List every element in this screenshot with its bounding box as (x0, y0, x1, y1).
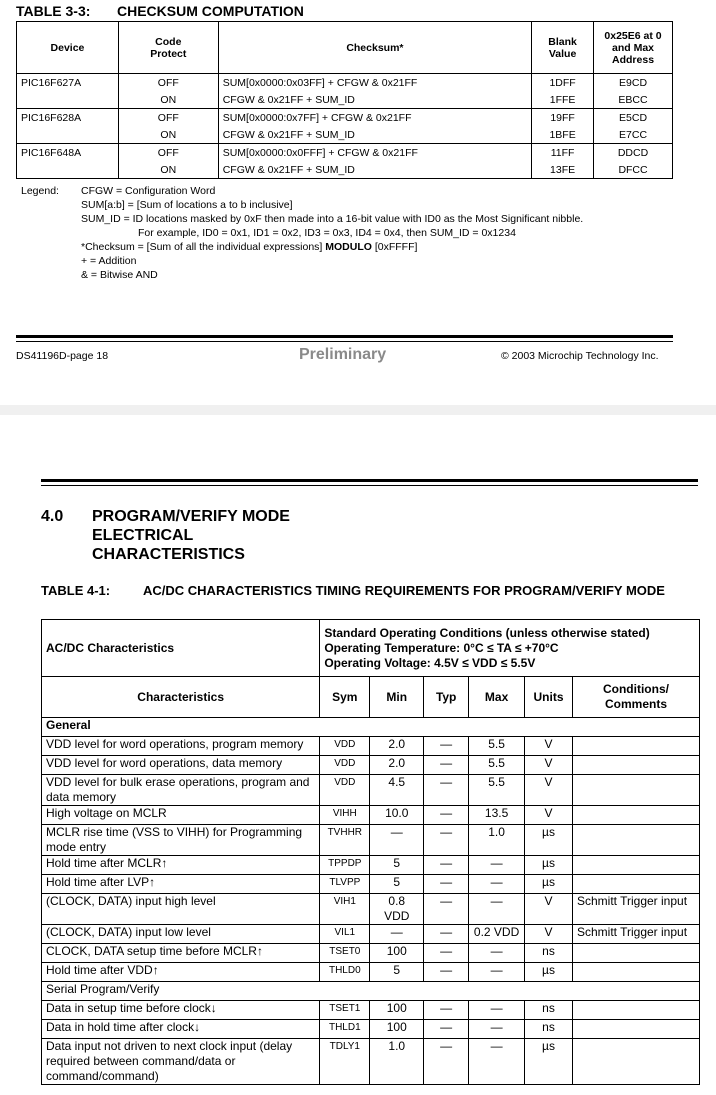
page-gap (0, 405, 716, 415)
checksum-cell-checksum: SUM[0x0000:0x7FF] + CFGW & 0x21FF (218, 109, 531, 127)
cell-units: V (525, 806, 573, 825)
cell-max: 5.5 (469, 775, 525, 806)
legend-line: For example, ID0 = 0x1, ID1 = 0x2, ID3 = 0x3, ID4 = 0x4, then SUM_ID = 0x1234 (138, 227, 516, 239)
checksum-cell-max: E7CC (594, 126, 673, 144)
cell-typ: — (424, 806, 469, 825)
checksum-cell-max: EBCC (594, 91, 673, 109)
cell-char: VDD level for word operations, program memory (42, 737, 320, 756)
preliminary-label: Preliminary (299, 346, 387, 363)
checksum-cell-device (17, 126, 119, 144)
cell-units: µs (525, 963, 573, 982)
checksum-cell-device: PIC16F627A (17, 74, 119, 92)
header-rule-thin (41, 485, 698, 486)
cell-char: (CLOCK, DATA) input low level (42, 925, 320, 944)
cell-cond (572, 1039, 699, 1085)
cell-min: 100 (370, 944, 424, 963)
cell-char: Hold time after VDD↑ (42, 963, 320, 982)
cell-units: ns (525, 1001, 573, 1020)
checksum-cell-checksum: SUM[0x0000:0x03FF] + CFGW & 0x21FF (218, 74, 531, 92)
cell-cond (572, 963, 699, 982)
checksum-cell-max: E5CD (594, 109, 673, 127)
col-units: Units (525, 677, 573, 718)
cell-char: VDD level for bulk erase operations, program and data memory (42, 775, 320, 806)
table-row (42, 894, 700, 925)
cell-cond (572, 775, 699, 806)
copyright: © 2003 Microchip Technology Inc. (501, 350, 659, 362)
cell-char: (CLOCK, DATA) input high level (42, 894, 320, 925)
checksum-cell-blank: 1BFE (532, 126, 594, 144)
checksum-cell-protect: OFF (118, 109, 218, 127)
cell-units: ns (525, 944, 573, 963)
cell-max: — (469, 856, 525, 875)
table-row (42, 825, 700, 856)
col-sym: Sym (320, 677, 370, 718)
group-label: Serial Program/Verify (42, 982, 700, 1001)
cell-min: — (370, 825, 424, 856)
table-row (42, 856, 700, 875)
cell-cond: Schmitt Trigger input (572, 894, 699, 925)
cell-sym: TLVPP (320, 875, 370, 894)
cell-char: CLOCK, DATA setup time before MCLR↑ (42, 944, 320, 963)
cell-cond (572, 944, 699, 963)
cell-min: 1.0 (370, 1039, 424, 1085)
cell-units: V (525, 737, 573, 756)
acdc-header-columns (42, 677, 700, 718)
cell-typ: — (424, 963, 469, 982)
table-group-row (42, 718, 700, 737)
cell-units: V (525, 775, 573, 806)
checksum-cell-protect: ON (118, 91, 218, 109)
acdc-label: AC/DC Characteristics (42, 620, 320, 677)
legend-line: *Checksum = [Sum of all the individual expressions] MODULO [0xFFFF] (81, 241, 418, 253)
cell-typ: — (424, 1001, 469, 1020)
footer-rule-thick (16, 335, 673, 338)
header-max-address: 0x25E6 at 0 and Max Address (594, 22, 673, 74)
table-row (42, 1039, 700, 1085)
header-blank-value: Blank Value (532, 22, 594, 74)
col-typ: Typ (424, 677, 469, 718)
legend-line: SUM_ID = ID locations masked by 0xF then made into a 16-bit value with ID0 as the Most Significant nibble. (81, 213, 584, 225)
cell-max: — (469, 875, 525, 894)
cell-units: µs (525, 825, 573, 856)
legend-line: CFGW = Configuration Word (81, 185, 216, 197)
checksum-cell-checksum: SUM[0x0000:0x0FFF] + CFGW & 0x21FF (218, 144, 531, 162)
cell-typ: — (424, 756, 469, 775)
cell-sym: VIHH (320, 806, 370, 825)
cell-min: 5 (370, 856, 424, 875)
page-number: DS41196D-page 18 (16, 350, 109, 362)
cell-min: 5 (370, 875, 424, 894)
cell-sym: VDD (320, 756, 370, 775)
legend-line: + = Addition (81, 255, 137, 267)
group-label: General (42, 718, 700, 737)
table-row (42, 775, 700, 806)
cell-typ: — (424, 825, 469, 856)
checksum-cell-device: PIC16F628A (17, 109, 119, 127)
table-group-row (42, 982, 700, 1001)
table-row (42, 875, 700, 894)
page-top: TABLE 3-3: CHECKSUM COMPUTATION Device Code Protect Checksum* Blank Value 0x25E6 at 0 and Max Address PIC16F627A OFF SUM[0x0000:0x03FF] + CFGW & 0x21FF 1DFF E9CD ON CFGW & 0x21FF + SUM_ID 1FFE EBCC PIC16F628A OFF SUM[0x0000:0x7FF] + CFGW & 0x21FF 19FF E5CD ON CFGW & 0x21FF + SUM_ID 1BFE E7CC PIC16F648A OFF SUM[0x0000:0x0FFF] + CFGW & 0x21FF 11FF DDCD ON CFGW & 0x21FF + SUM_ID 13FE DFCC Legend: CFGW = Configuration Word SUM[a:b] = [Sum of locations a to b inclusive] SUM_ID = ID locations masked by 0xF then made into a 16-bit value with ID0 as the Most Significant nibble. For example, ID0 = 0x1, ID1 = 0x2, ID3 = 0x3, ID4 = 0x4, then SUM_ID = 0x1234 *Checksum = [Sum of all the individual expressions] MODULO [0xFFFF] + = Addition & = Bitwise AND DS41196D-page 18 Preliminary © 2003 Microchip Technology Inc. (0, 0, 716, 405)
cell-char: Data input not driven to next clock input (delay required between command/data or command/command) (42, 1039, 320, 1085)
cell-units: µs (525, 875, 573, 894)
cell-min: 2.0 (370, 737, 424, 756)
cell-max: — (469, 963, 525, 982)
legend-line: & = Bitwise AND (81, 269, 158, 281)
checksum-row (17, 144, 673, 162)
cell-max: 13.5 (469, 806, 525, 825)
checksum-cell-blank: 13FE (532, 161, 594, 179)
cell-max: — (469, 944, 525, 963)
cell-typ: — (424, 894, 469, 925)
checksum-cell-device (17, 91, 119, 109)
checksum-row (17, 109, 673, 127)
cell-typ: — (424, 875, 469, 894)
cell-units: µs (525, 1039, 573, 1085)
cell-sym: TSET1 (320, 1001, 370, 1020)
checksum-table (16, 21, 673, 179)
cell-min: 100 (370, 1020, 424, 1039)
checksum-cell-protect: ON (118, 126, 218, 144)
cell-char: Data in hold time after clock↓ (42, 1020, 320, 1039)
page-bottom: 4.0 PROGRAM/VERIFY MODE ELECTRICAL CHARACTERISTICS TABLE 4-1: AC/DC CHARACTERISTICS TIMING REQUIREMENTS FOR PROGRAM/VERIFY MODE AC/DC Characteristics Standard Operating Conditions (unless otherwise stated) Operating Temperature: 0°C ≤ TA ≤ +70°C Operating Voltage: 4.5V ≤ VDD ≤ 5.5V Characteristics Sym Min Typ Max Units Conditions/ Comments General VDD level for word operations, program memory VDD 2.0 — 5.5 V VDD level for word operations, data memory VDD 2.0 — 5.5 V VDD level for bulk erase operations, program and data memory VDD 4.5 — 5.5 V High voltage on MCLR VIHH 10.0 — 13.5 V MCLR rise time (VSS to VIHH) for Programming mode entry TVHHR — — 1.0 µs Hold time after MCLR↑ TPPDP 5 — — µs Hold time after LVP↑ TLVPP 5 — — µs (CLOCK, DATA) input high level VIH1 0.8 VDD — — V Schmitt Trigger input (CLOCK, DATA) input low level VIL1 — — 0.2 VDD V Schmitt Trigger input CLOCK, DATA setup time before MCLR↑ TSET0 100 — — ns Hold time after VDD↑ THLD0 5 — — µs Serial Program/Verify Data in setup time before clock↓ TSET1 100 — — ns Data in hold time after clock↓ THLD1 100 — — ns Data input not driven to next clock input (delay required between command/data or command/command) TDLY1 1.0 — — µs (0, 415, 716, 1095)
checksum-row (17, 126, 673, 144)
col-max: Max (469, 677, 525, 718)
checksum-cell-checksum: CFGW & 0x21FF + SUM_ID (218, 161, 531, 179)
cell-sym: THLD1 (320, 1020, 370, 1039)
checksum-cell-blank: 1FFE (532, 91, 594, 109)
cell-units: µs (525, 856, 573, 875)
checksum-cell-device (17, 161, 119, 179)
cell-char: Hold time after MCLR↑ (42, 856, 320, 875)
checksum-cell-blank: 11FF (532, 144, 594, 162)
cell-typ: — (424, 1039, 469, 1085)
cell-char: High voltage on MCLR (42, 806, 320, 825)
footer-rule-thin (16, 341, 673, 342)
cell-units: ns (525, 1020, 573, 1039)
cell-min: — (370, 925, 424, 944)
checksum-cell-max: DFCC (594, 161, 673, 179)
table-row (42, 806, 700, 825)
col-min: Min (370, 677, 424, 718)
cell-typ: — (424, 925, 469, 944)
table-row (42, 944, 700, 963)
cell-units: V (525, 925, 573, 944)
checksum-table-header (17, 22, 673, 74)
cell-max: — (469, 1020, 525, 1039)
cell-sym: VDD (320, 737, 370, 756)
cell-sym: VIL1 (320, 925, 370, 944)
cell-cond (572, 756, 699, 775)
cell-max: 1.0 (469, 825, 525, 856)
cell-sym: TDLY1 (320, 1039, 370, 1085)
cell-cond (572, 737, 699, 756)
checksum-cell-protect: OFF (118, 144, 218, 162)
table-3-3-title: TABLE 3-3: CHECKSUM COMPUTATION (16, 3, 304, 19)
table-row (42, 737, 700, 756)
cell-sym: VIH1 (320, 894, 370, 925)
cell-cond (572, 856, 699, 875)
checksum-cell-protect: ON (118, 161, 218, 179)
header-rule-thick (41, 479, 698, 482)
table-row (42, 1020, 700, 1039)
checksum-cell-protect: OFF (118, 74, 218, 92)
cell-cond (572, 806, 699, 825)
cell-cond (572, 875, 699, 894)
cell-typ: — (424, 737, 469, 756)
cell-sym: VDD (320, 775, 370, 806)
cell-sym: TVHHR (320, 825, 370, 856)
checksum-cell-checksum: CFGW & 0x21FF + SUM_ID (218, 126, 531, 144)
cell-typ: — (424, 1020, 469, 1039)
col-characteristics: Characteristics (42, 677, 320, 718)
legend-line: SUM[a:b] = [Sum of locations a to b inclusive] (81, 199, 293, 211)
cell-char: Hold time after LVP↑ (42, 875, 320, 894)
checksum-cell-blank: 1DFF (532, 74, 594, 92)
checksum-cell-max: DDCD (594, 144, 673, 162)
cell-max: 0.2 VDD (469, 925, 525, 944)
table-row (42, 756, 700, 775)
header-code-protect: Code Protect (118, 22, 218, 74)
cell-min: 10.0 (370, 806, 424, 825)
cell-sym: TSET0 (320, 944, 370, 963)
checksum-cell-max: E9CD (594, 74, 673, 92)
cell-units: V (525, 894, 573, 925)
cell-max: 5.5 (469, 737, 525, 756)
checksum-cell-checksum: CFGW & 0x21FF + SUM_ID (218, 91, 531, 109)
cell-sym: TPPDP (320, 856, 370, 875)
cell-units: V (525, 756, 573, 775)
col-conditions: Conditions/ Comments (572, 677, 699, 718)
header-checksum: Checksum* (218, 22, 531, 74)
acdc-table (41, 619, 700, 1085)
cell-min: 2.0 (370, 756, 424, 775)
cell-cond (572, 825, 699, 856)
cell-max: 5.5 (469, 756, 525, 775)
cell-typ: — (424, 944, 469, 963)
cell-char: MCLR rise time (VSS to VIHH) for Programming mode entry (42, 825, 320, 856)
cell-min: 4.5 (370, 775, 424, 806)
table-row (42, 1001, 700, 1020)
cell-min: 5 (370, 963, 424, 982)
cell-max: — (469, 894, 525, 925)
cell-char: Data in setup time before clock↓ (42, 1001, 320, 1020)
cell-cond (572, 1020, 699, 1039)
checksum-row (17, 74, 673, 92)
acdc-header-conditions (42, 620, 700, 677)
checksum-cell-blank: 19FF (532, 109, 594, 127)
cell-max: — (469, 1001, 525, 1020)
cell-char: VDD level for word operations, data memory (42, 756, 320, 775)
checksum-row (17, 161, 673, 179)
cell-typ: — (424, 775, 469, 806)
table-row (42, 925, 700, 944)
table-row (42, 963, 700, 982)
cell-min: 100 (370, 1001, 424, 1020)
cell-cond: Schmitt Trigger input (572, 925, 699, 944)
checksum-row (17, 91, 673, 109)
cell-sym: THLD0 (320, 963, 370, 982)
operating-conditions: Standard Operating Conditions (unless otherwise stated) Operating Temperature: 0°C ≤ TA ≤ +70°C Operating Voltage: 4.5V ≤ VDD ≤ 5.5V (320, 620, 700, 677)
cell-cond (572, 1001, 699, 1020)
cell-min: 0.8 VDD (370, 894, 424, 925)
header-device: Device (17, 22, 119, 74)
checksum-cell-device: PIC16F648A (17, 144, 119, 162)
cell-typ: — (424, 856, 469, 875)
cell-max: — (469, 1039, 525, 1085)
